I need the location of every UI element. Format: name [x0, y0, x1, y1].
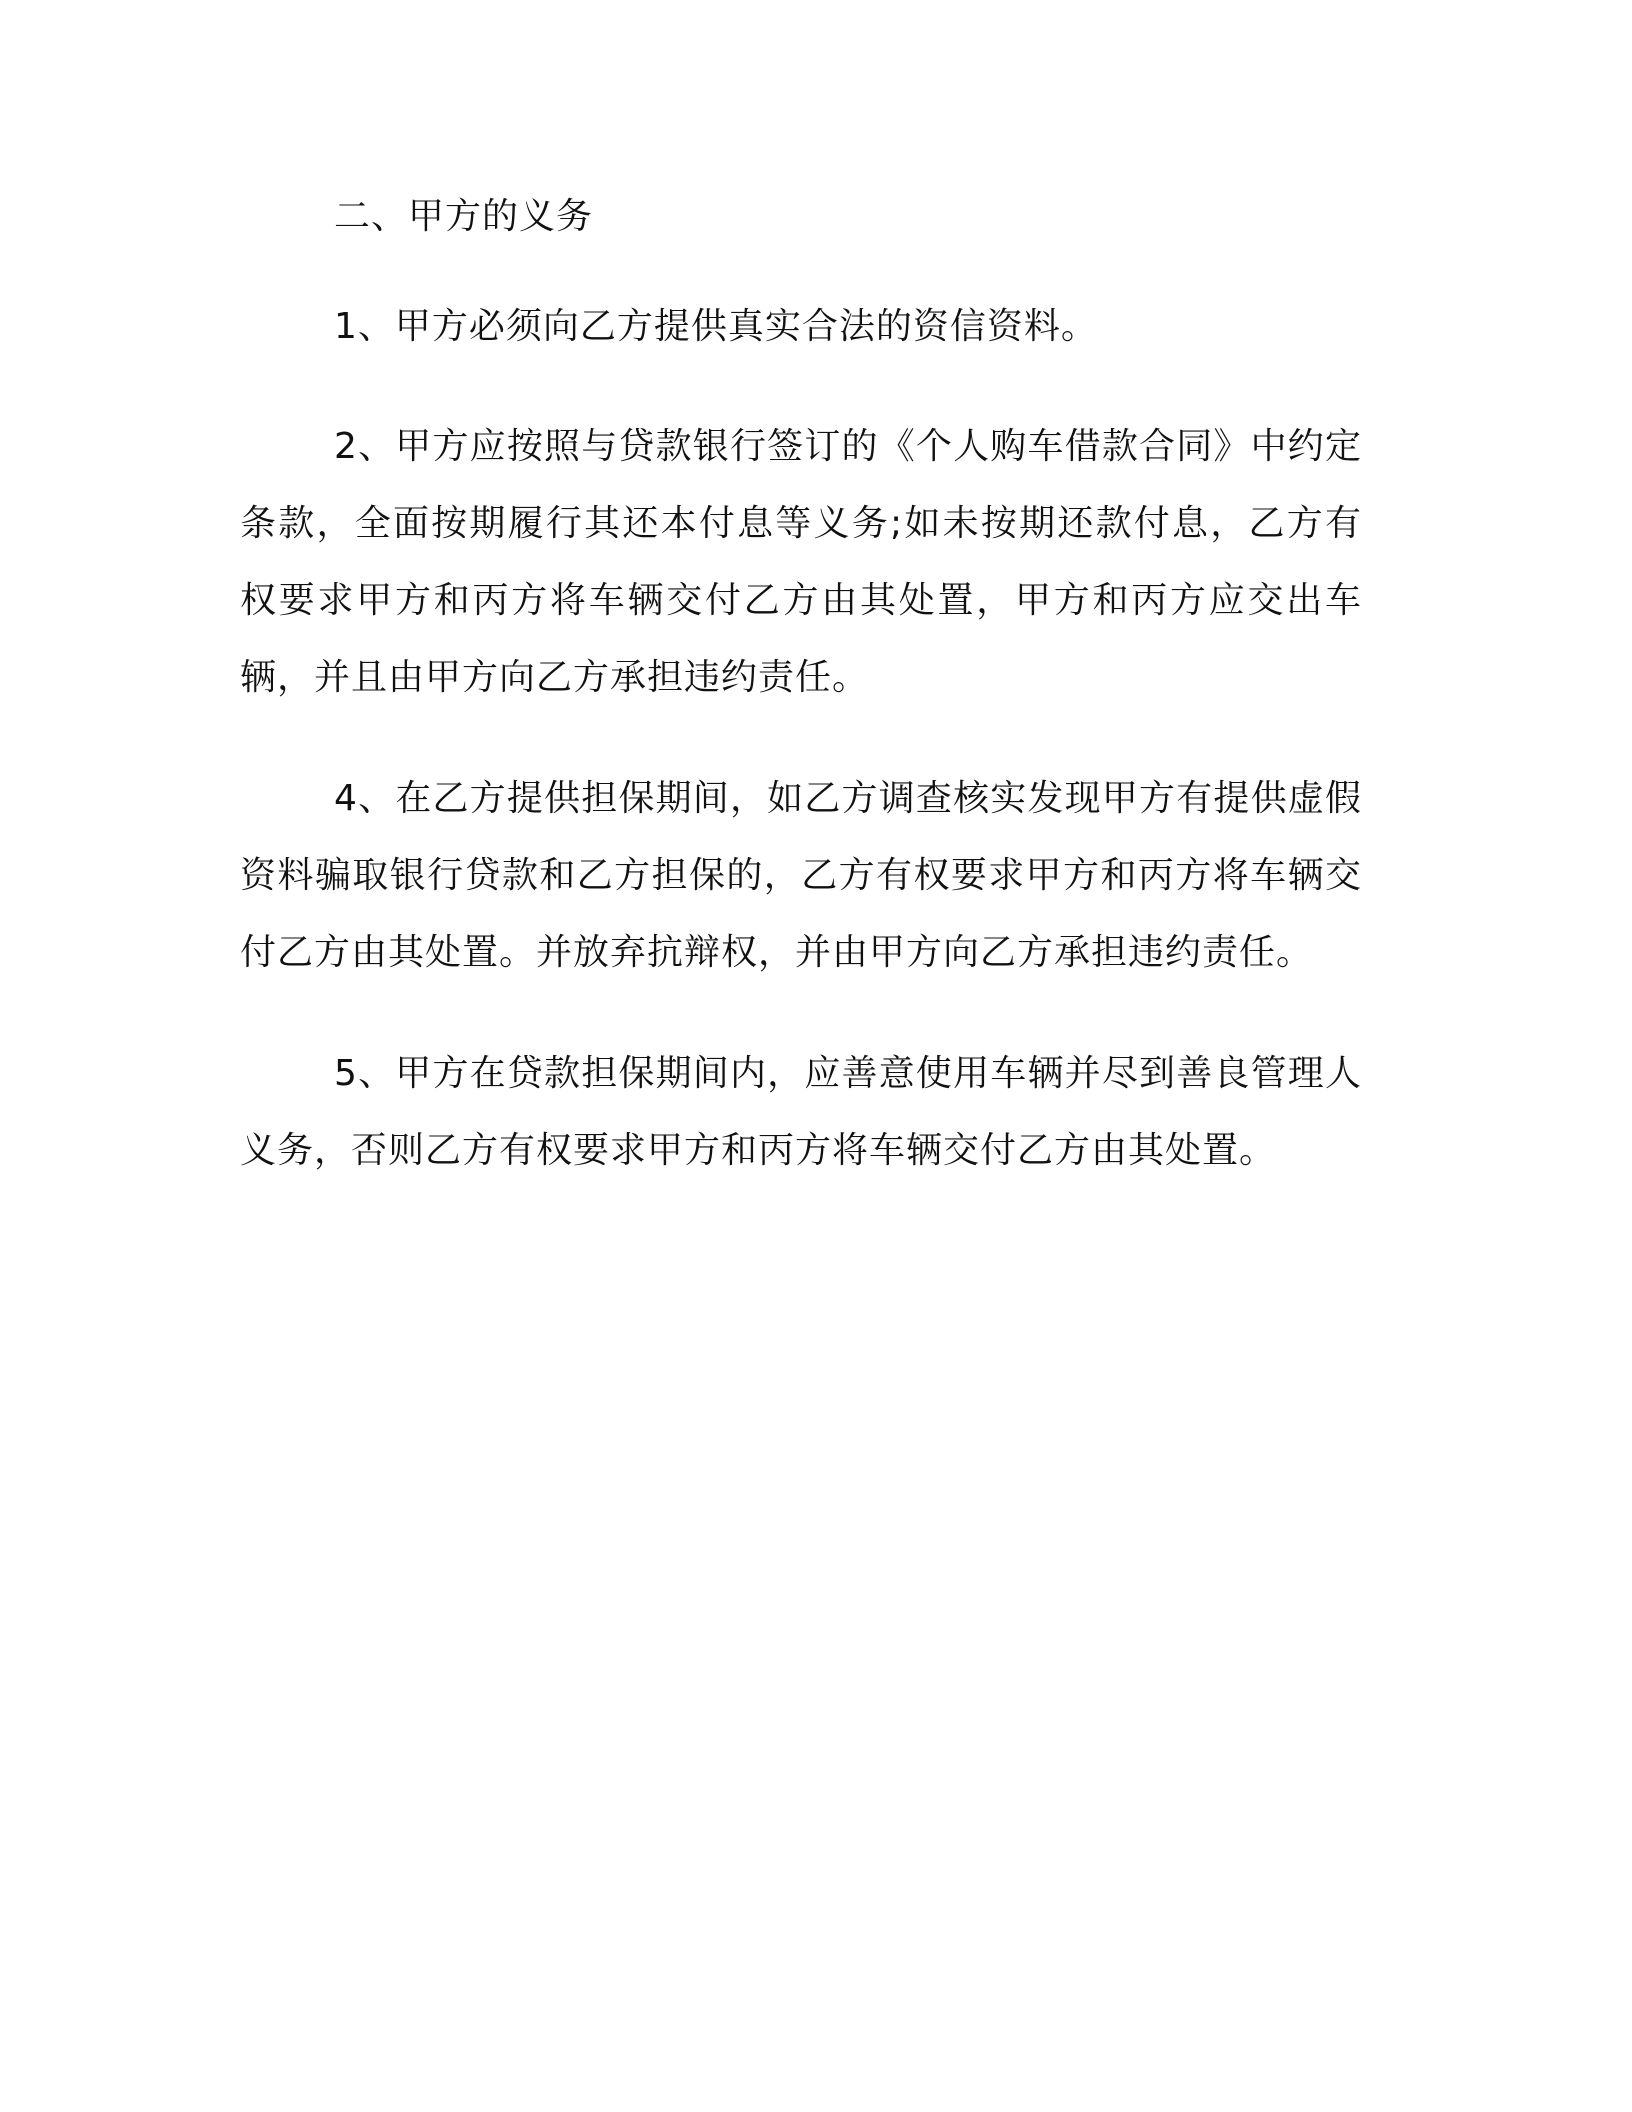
clause-1: 1、甲方必须向乙方提供真实合法的资信资料。: [334, 306, 1098, 347]
clause-5: 5、甲方在贷款担保期间内，应善意使用车辆并尽到善良管理人义务，否则乙方有权要求甲方和丙方将车辆交付乙方由其处置。: [240, 1053, 1362, 1171]
section-heading: 二、甲方的义务: [334, 196, 594, 237]
clause-4: 4、在乙方提供担保期间，如乙方调查核实发现甲方有提供虚假资料骗取银行贷款和乙方担保的，乙方有权要求甲方和丙方将车辆交付乙方由其处置。并放弃抗辩权，并由甲方向乙方承担违约责任。: [240, 778, 1362, 973]
document-body: [240, 188, 1362, 1233]
clause-2: 2、甲方应按照与贷款银行签订的《个人购车借款合同》中约定条款，全面按期履行其还本付息等义务;如未按期还款付息，乙方有权要求甲方和丙方将车辆交付乙方由其处置，甲方和丙方应交出车辆，并且由甲方向乙方承担违约责任。: [240, 426, 1362, 698]
